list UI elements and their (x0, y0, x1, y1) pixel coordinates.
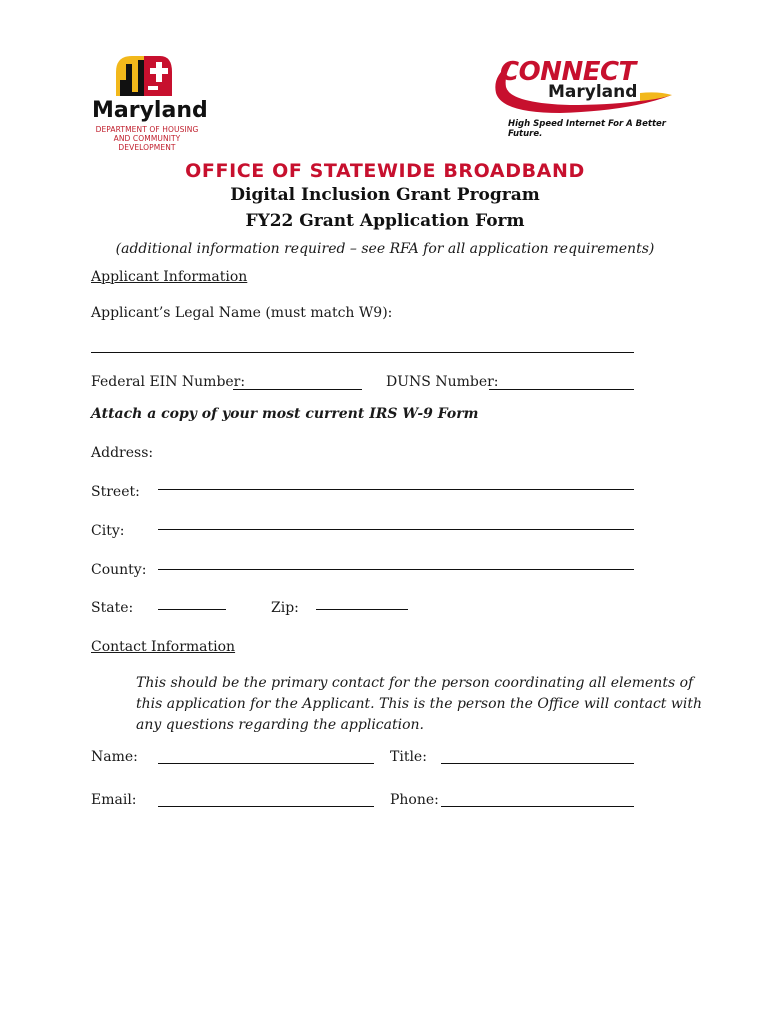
zip-label: Zip: (271, 600, 299, 616)
connect-tagline: High Speed Internet For A Better Future. (508, 119, 666, 139)
duns-field[interactable] (489, 389, 634, 390)
ein-field[interactable] (233, 389, 362, 390)
program-title: Digital Inclusion Grant Program (230, 185, 540, 205)
connect-maryland-wordmark: Maryland (548, 82, 638, 102)
title-label: Title: (390, 749, 427, 765)
contact-description (136, 673, 702, 736)
duns-label: DUNS Number: (386, 374, 499, 390)
phone-label: Phone: (390, 792, 439, 808)
contact-desc-line-1: This should be the primary contact for the person coordinating all elements of (136, 675, 694, 691)
email-field[interactable] (158, 806, 374, 807)
maryland-flag-icon (112, 52, 176, 96)
contact-desc-line-2: this application for the Applicant. This is the person the Office will contact with (136, 696, 702, 712)
dhcd-department-name (88, 125, 206, 152)
city-field[interactable] (158, 529, 634, 530)
phone-field[interactable] (441, 806, 634, 807)
contact-desc-line-3: any questions regarding the application. (136, 717, 424, 733)
address-label: Address: (91, 445, 154, 461)
county-label: County: (91, 562, 147, 578)
title-field[interactable] (441, 763, 634, 764)
street-field[interactable] (158, 489, 634, 490)
dept-line-2: AND COMMUNITY DEVELOPMENT (113, 134, 181, 152)
requirements-note: (additional information required – see RFA for all application requirements) (115, 241, 655, 257)
applicant-section-title: Applicant Information (91, 269, 248, 285)
street-label: Street: (91, 484, 140, 500)
connect-maryland-logo (490, 55, 680, 139)
city-label: City: (91, 523, 125, 539)
contact-section-title: Contact Information (91, 639, 236, 655)
connect-wordmark: CONNECT (500, 57, 636, 87)
county-field[interactable] (158, 569, 634, 570)
name-field[interactable] (158, 763, 374, 764)
state-label: State: (91, 600, 134, 616)
maryland-wordmark: Maryland (92, 98, 208, 123)
maryland-dhcd-logo (88, 52, 208, 152)
name-label: Name: (91, 749, 138, 765)
office-title: OFFICE OF STATEWIDE BROADBAND (185, 160, 585, 182)
ein-label: Federal EIN Number: (91, 374, 246, 390)
legal-name-field[interactable] (91, 352, 634, 353)
w9-note: Attach a copy of your most current IRS W-9 Form (91, 406, 479, 422)
state-field[interactable] (158, 609, 226, 610)
email-label: Email: (91, 792, 137, 808)
zip-field[interactable] (316, 609, 408, 610)
form-title: FY22 Grant Application Form (245, 211, 525, 231)
dept-line-1: DEPARTMENT OF HOUSING (95, 125, 199, 134)
legal-name-label: Applicant’s Legal Name (must match W9): (91, 305, 393, 321)
